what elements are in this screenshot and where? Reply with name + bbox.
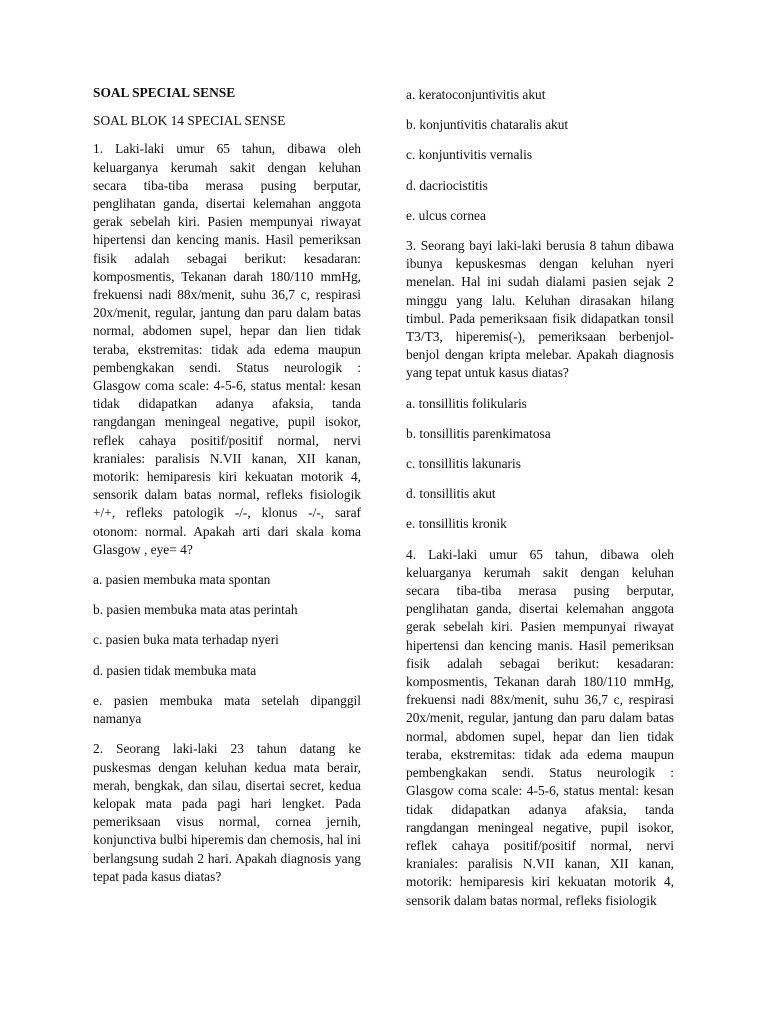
question-1-option-e: e. pasien membuka mata setelah dipanggil namanya [93,692,361,727]
question-1-option-d: d. pasien tidak membuka mata [93,662,257,678]
question-1-text: 1. Laki-laki umur 65 tahun, dibawa oleh keluarganya kerumah sakit dengan keluhan secara tiba-tiba merasa pusing berputar, penglihatan ganda, disertai kelemahan anggota gerak sebelah kiri. Pasien mempunyai riwayat hipertensi dan kencing manis. Hasil pemeriksan fisik adalah sebagai berikut: kesadaran: komposmentis, Tekanan darah 180/110 mmHg, frekuensi nadi 88x/menit, suhu 36,7 c, respirasi 20x/menit, regular, jantung dan paru dalam batas normal, abdomen supel, hepar dan lien tidak teraba, ekstremitas: tidak ada edema maupun pembengkakan sendi. Status neurologik : Glasgow coma scale: 4-5-6, status mental: kesan tidak didapatkan adanya afaksia, tanda rangdangan meningeal negative, pupil isokor, reflek cahaya positif/positif normal, nervi kraniales: paralisis N.VII kanan, XII kanan, motorik: hemiparesis kiri kekuatan motorik 4, sensorik dalam batas normal, refleks fisiologik +/+, refleks patologik -/-, klonus -/-, saraf otonom: normal. Apakah arti dari skala koma Glasgow , eye= 4? [93,141,361,557]
question-3-option-e: e. tonsillitis kronik [406,516,507,532]
question-1-options [93,571,361,728]
question-4-text: 4. Laki-laki umur 65 tahun, dibawa oleh keluarganya kerumah sakit dengan keluhan secara tiba-tiba merasa pusing berputar, penglihatan ganda, disertai kelemahan anggota gerak sebelah kiri. Pasien mempunyai riwayat hipertensi dan kencing manis. Hasil pemeriksan fisik adalah sebagai berikut: kesadaran: komposmentis, Tekanan darah 180/110 mmHg, frekuensi nadi 88x/menit, suhu 36,7 c, respirasi 20x/menit, regular, jantung dan paru dalam batas normal, abdomen supel, hepar dan lien tidak teraba, ekstremitas: tidak ada edema maupun pembengkakan sendi. Status neurologik : Glasgow coma scale: 4-5-6, status mental: kesan tidak didapatkan adanya afaksia, tanda rangdangan meningeal negative, pupil isokor, reflek cahaya positif/positif normal, nervi kraniales: paralisis N.VII kanan, XII kanan, motorik: hemiparesis kiri kekuatan motorik 4, sensorik dalam batas normal, refleks fisiologik [406,546,674,908]
question-3-option-d: d. tonsillitis akut [406,486,496,502]
question-3-text: 3. Seorang bayi laki-laki berusia 8 tahun dibawa ibunya kepuskesmas dengan keluhan nyeri menelan. Hal ini sudah dialami pasien sejak 2 minggu yang lalu. Keluhan dirasakan hilang timbul. Pada pemeriksaan fisik didapatkan tonsil T3/T3, hiperemis(-), pemeriksaan berbenjol-benjol dengan kripta melebar. Apakah diagnosis yang tepat untuk kasus diatas? [406,238,674,381]
question-3-option-a: a. tonsillitis folikularis [406,395,527,411]
question-1-option-c: c. pasien buka mata terhadap nyeri [93,632,279,648]
left-column [93,84,361,898]
right-column [406,86,674,922]
question-3-option-c: c. tonsillitis lakunaris [406,456,521,472]
question-2-option-d: d. dacriocistitis [406,177,488,193]
question-1-option-b: b. pasien membuka mata atas perintah [93,602,298,618]
question-2-option-a: a. keratoconjuntivitis akut [406,87,546,102]
question-2-option-c: c. konjuntivitis vernalis [406,147,533,163]
question-2-option-e: e. ulcus cornea [406,207,486,223]
question-1-option-a: a. pasien membuka mata spontan [93,572,271,588]
question-2-text: 2. Seorang laki-laki 23 tahun datang ke puskesmas dengan keluhan kedua mata berair, merah, bengkak, dan silau, disertai secret, kedua kelopak mata pada pagi hari lengket. Pada pemeriksaan visus normal, cornea jernih, konjunctiva bulbi hiperemis dan chemosis, hal ini berlangsung sudah 2 hari. Apakah diagnosis yang tepat pada kasus diatas? [93,741,361,884]
question-2-options [406,86,674,225]
question-2-option-b: b. konjuntivitis chataralis akut [406,117,569,133]
question-3-option-b: b. tonsillitis parenkimatosa [406,425,551,441]
document-subtitle: SOAL BLOK 14 SPECIAL SENSE [93,113,286,129]
question-3-options [406,395,674,534]
document-title: SOAL SPECIAL SENSE [93,85,236,100]
